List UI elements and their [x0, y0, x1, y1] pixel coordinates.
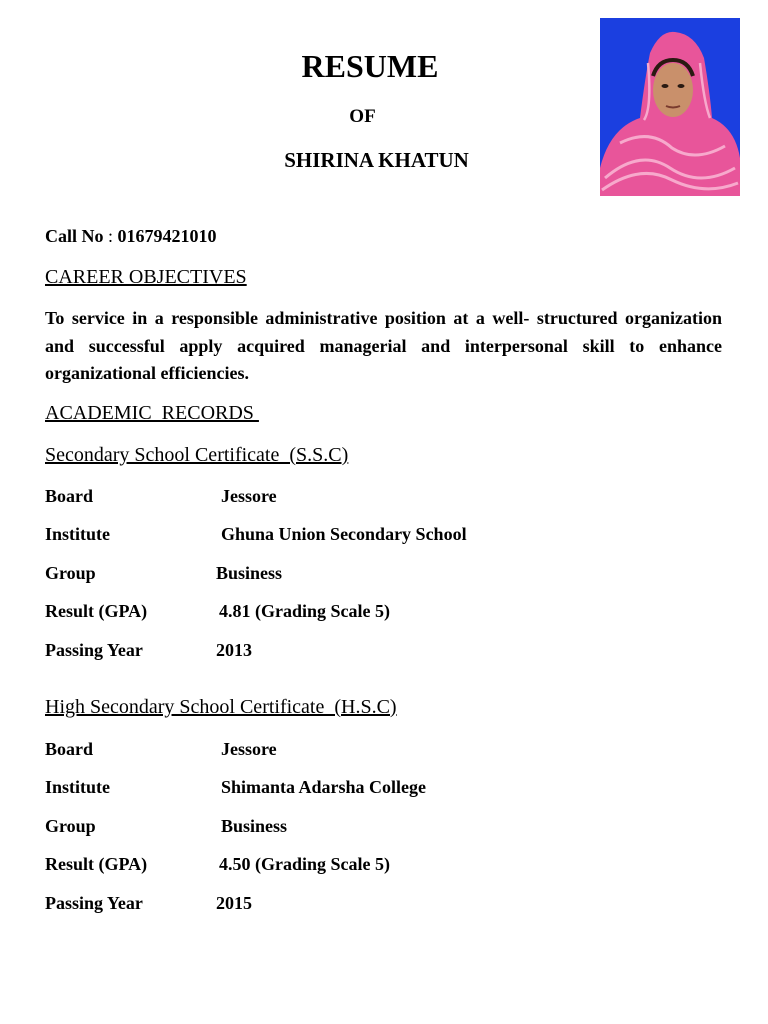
row-value: Business [221, 816, 288, 836]
row-value: 4.81 (Grading Scale 5) [219, 601, 390, 621]
ssc-row-passing-year [45, 639, 252, 661]
row-value: Business [216, 563, 283, 583]
resume-title: RESUME [301, 48, 439, 84]
row-value: Ghuna Union Secondary School [221, 524, 467, 544]
ssc-row-board [45, 485, 277, 507]
row-label: Board [45, 739, 94, 759]
row-label: Group [45, 563, 96, 583]
applicant-name: SHIRINA KHATUN [284, 148, 469, 172]
hsc-row-group [45, 815, 288, 837]
row-label: Result (GPA) [45, 854, 148, 874]
row-label: Result (GPA) [45, 601, 148, 621]
row-value: Jessore [221, 739, 277, 759]
career-objective-text: To service in a responsible administrative position at a well- structured organization and successful apply acquired managerial and interpersonal skill to enhance organizational efficiencies. [45, 308, 722, 383]
hsc-heading: High Secondary School Certificate (H.S.C) [45, 696, 397, 718]
row-label: Passing Year [45, 640, 143, 660]
hsc-row-result [45, 853, 390, 875]
row-value: 2015 [216, 893, 252, 913]
row-value: 4.50 (Grading Scale 5) [219, 854, 390, 874]
call-label: Call No [45, 226, 104, 246]
ssc-row-group [45, 562, 283, 584]
academic-records-heading: ACADEMIC RECORDS [45, 402, 259, 424]
career-objectives-heading: CAREER OBJECTIVES [45, 266, 247, 288]
resume-of: OF [349, 106, 376, 127]
hsc-row-passing-year [45, 892, 252, 914]
call-separator: : [103, 226, 118, 246]
hsc-row-institute [45, 776, 427, 798]
row-label: Institute [45, 524, 111, 544]
ssc-row-institute [45, 523, 467, 545]
portrait-illustration [600, 18, 740, 196]
applicant-photo [600, 18, 740, 196]
row-value: Shimanta Adarsha College [221, 777, 427, 797]
row-label: Group [45, 816, 96, 836]
row-value: 2013 [216, 640, 252, 660]
ssc-heading: Secondary School Certificate (S.S.C) [45, 444, 349, 466]
hsc-row-board [45, 738, 277, 760]
row-value: Jessore [221, 486, 277, 506]
row-label: Passing Year [45, 893, 143, 913]
call-number: 01679421010 [117, 226, 217, 246]
ssc-row-result [45, 600, 390, 622]
row-label: Institute [45, 777, 111, 797]
row-label: Board [45, 486, 94, 506]
contact-line [45, 225, 217, 247]
